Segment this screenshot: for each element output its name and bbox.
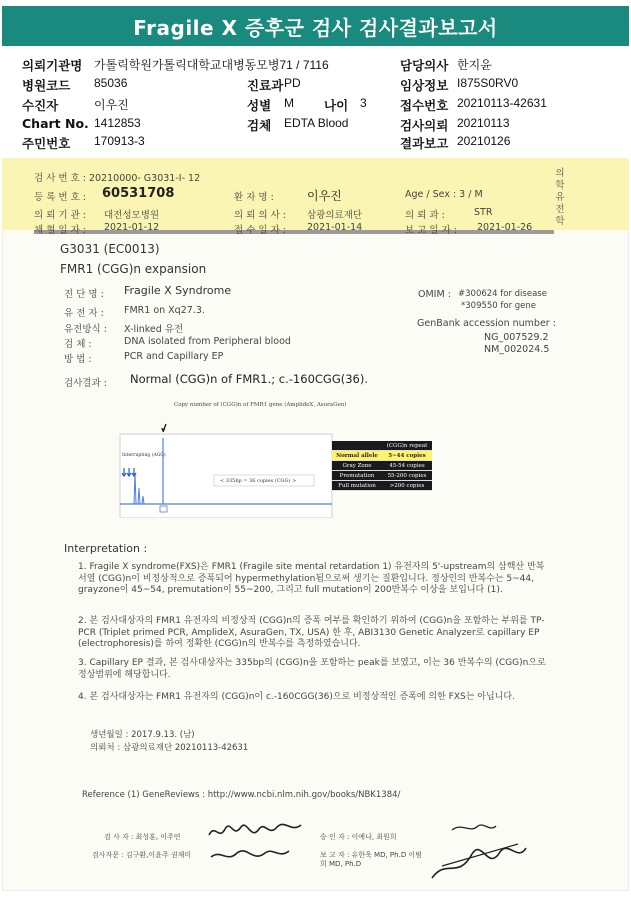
signer-2: 검사자문 : 김구환,이윤주 권재미	[92, 851, 192, 859]
dx-value: Fragile X Syndrome	[124, 284, 232, 297]
doctor-value: 한지윤	[457, 58, 492, 72]
clinical-info-value: I875S0RV0	[457, 76, 519, 90]
dx-label: 진 단 명 :	[64, 289, 104, 300]
result-value: Normal (CGG)n of FMR1.; c.-160CGG(36).	[130, 372, 368, 386]
age-value: 3	[360, 96, 367, 110]
department-label: 진료과	[247, 78, 284, 93]
reference: Reference (1) GeneReviews : http://www.ncbi.nlm.nih.gov/books/NBK1384/	[82, 790, 401, 800]
patient-label: 수진자	[22, 98, 59, 113]
inherit-value: X-linked 유전	[124, 324, 184, 335]
result-label: 검사결과 :	[64, 378, 107, 389]
repeat-legend	[332, 441, 432, 491]
client-info: 의뢰처 : 삼광의료재단 20210113-42631	[90, 743, 249, 753]
dept-value: STR	[474, 207, 493, 218]
gene-label: 유 전 자 :	[64, 308, 104, 319]
specimen-value: DNA isolated from Peripheral blood	[124, 336, 291, 347]
patient-value: 이우진	[94, 98, 129, 112]
resident-no-value: 170913-3	[94, 134, 145, 148]
resident-no-label: 주민번호	[22, 136, 71, 151]
specimen-label: 검체	[247, 118, 272, 133]
report-value: 2021-01-26	[477, 222, 533, 233]
specimen-value: EDTA Blood	[284, 116, 349, 130]
collect-label: 채 혈 일 자 :	[34, 225, 86, 236]
signer-3: 승 인 자 : 이예나, 최원희	[320, 833, 397, 841]
method-label: 방 법 :	[64, 354, 92, 365]
test-code: G3031 (EC0013)	[60, 242, 160, 256]
receipt-no-value: 20210113-42631	[457, 96, 547, 110]
receipt-no-label: 접수번호	[400, 98, 449, 113]
side-label: Interrupting (AGG)	[122, 453, 166, 458]
hospital-code-label: 병원코드	[22, 78, 71, 93]
dept-label: 의 뢰 과 :	[405, 210, 445, 221]
interp-paragraph-3: 3. Capillary EP 결과, 본 검사대상자는 335bp의 (CGG)n을 포함하는 peak를 보였고, 이는 36 반복수의 (CGG)n으로 정상범위에 해당합니다.	[78, 658, 546, 680]
patient-name: 이우진	[307, 189, 342, 203]
interrupt-arrows	[122, 468, 136, 476]
legend-header: (CGG)n repeat	[332, 441, 432, 451]
omim-label: OMIM :	[418, 289, 451, 300]
interpretation-title: Interpretation :	[64, 542, 148, 555]
signature-2	[422, 818, 532, 888]
legend-row: Gray Zone 45-54 copies	[332, 461, 432, 471]
method-value: PCR and Capillary EP	[124, 351, 224, 362]
legend-row: Normal allele 5~44 copies	[332, 451, 432, 461]
institution-label: 의뢰기관명	[22, 58, 83, 73]
report-label: 보 고 일 자 :	[405, 225, 457, 236]
test-number: 검 사 번 호 : 20210000- G3031-I- 12	[34, 173, 201, 184]
signature-1	[207, 813, 307, 868]
peak-label: < 335bp = 36 copies (CGG) >	[220, 478, 297, 484]
birth-date: 생년월일 : 2017.9.13. (남)	[90, 730, 195, 740]
signer-4: 보 고 자 : 유한욱 MD, Ph.D 이범희 MD, Ph.D	[320, 851, 422, 868]
omim-gene: *309550 for gene	[461, 301, 537, 311]
nm-accession: NM_002024.5	[484, 344, 550, 355]
interp-paragraph-2: 2. 본 검사대상자의 FMR1 유전자의 비정상적 (CGG)n의 증폭 여부를 확인하기 위하여 (CGG)n을 포함하는 부위를 TP-PCR (Triplet primed PCR, AmplideX, AsuraGen, TX, USA) 한 후, ABI3130 Genetic Analyzer로 capillary EP (electrophoresis)를 하여 정확한 (CGG)n의 반복수를 측정하였습니다.	[78, 616, 545, 649]
gene-value: FMR1 on Xq27.3.	[124, 305, 205, 316]
interp-paragraph-1: 1. Fragile X syndrome(FXS)은 FMR1 (Fragile site mental retardation 1) 유전자의 5'-upstream의 삼핵산 반복서열 (CGG)n이 비정상적으로 증폭되어 hypermethylation됨으로써 생기는 질환입니다. 정상인의 반복수는 5~44, grayzone이 45~54, premutation이 55~200, 그리고 full mutation이 200반복수 이상을 보입니다 (1).	[78, 562, 545, 595]
legend-row: Premutation 55-200 copies	[332, 471, 432, 481]
collect-value: 2021-01-12	[104, 222, 160, 233]
department-value: PD	[284, 76, 301, 90]
inst-value: 대전성모병원	[104, 210, 160, 221]
patient-name-label: 환 자 명 :	[234, 192, 274, 203]
doctor-label: 담당의사	[400, 58, 449, 73]
sex-value: M	[284, 96, 294, 110]
scanned-report	[2, 158, 629, 891]
age-sex: Age / Sex : 3 / M	[405, 189, 483, 200]
chart-no-value: 1412853	[94, 116, 141, 130]
report-date-label: 결과보고	[400, 136, 449, 151]
test-name: FMR1 (CGG)n expansion	[60, 262, 207, 276]
inherit-label: 유전방식 :	[64, 324, 107, 335]
receipt-label: 접 수 일 자 :	[234, 225, 286, 236]
sex-label: 성별	[247, 98, 272, 113]
report-title: Fragile X 증후군 검사 검사결과보고서	[2, 6, 629, 46]
chart-title: Copy number of (CGG)n of FMR1 gene (AmplideX, AsuraGen)	[174, 402, 347, 408]
plot-frame	[120, 434, 332, 518]
reg-number: 60531708	[102, 186, 175, 201]
genbank-label: GenBank accession number :	[417, 318, 556, 329]
hospital-code-value: 85036	[94, 76, 128, 90]
age-label: 나이	[324, 98, 349, 113]
signer-1: 검 사 자 : 최성훈, 이주연	[104, 833, 181, 841]
request-date-label: 검사의뢰	[400, 118, 449, 133]
omim-disease: #300624 for disease	[458, 289, 547, 299]
clinical-info-label: 임상정보	[400, 78, 449, 93]
institution-value: 가톨릭학원가톨릭대학교대병동모병71 / 7116	[94, 58, 329, 72]
doc-label: 의 뢰 의 사 :	[234, 210, 286, 221]
receipt-value: 2021-01-14	[307, 222, 363, 233]
reg-label: 등 록 번 호 :	[34, 192, 86, 203]
interp-paragraph-4: 4. 본 검사대상자는 FMR1 유전자의 (CGG)n이 c.-160CGG(36)으로 비정상적인 증폭에 의한 FXS는 아닙니다.	[78, 692, 515, 702]
vertical-label: 의학유전학	[555, 168, 565, 227]
chart-no-label: Chart No.	[22, 116, 89, 131]
specimen-label: 검 체 :	[64, 339, 92, 350]
doc-value: 삼광의료재단	[307, 210, 363, 221]
report-date-value: 20210126	[457, 134, 511, 148]
legend-row: Full mutation >200 copies	[332, 481, 432, 491]
ng-accession: NG_007529.2	[484, 332, 549, 343]
header-info	[22, 54, 622, 154]
inst-label: 의 뢰 기 관 :	[34, 210, 86, 221]
request-date-value: 20210113	[457, 116, 510, 130]
